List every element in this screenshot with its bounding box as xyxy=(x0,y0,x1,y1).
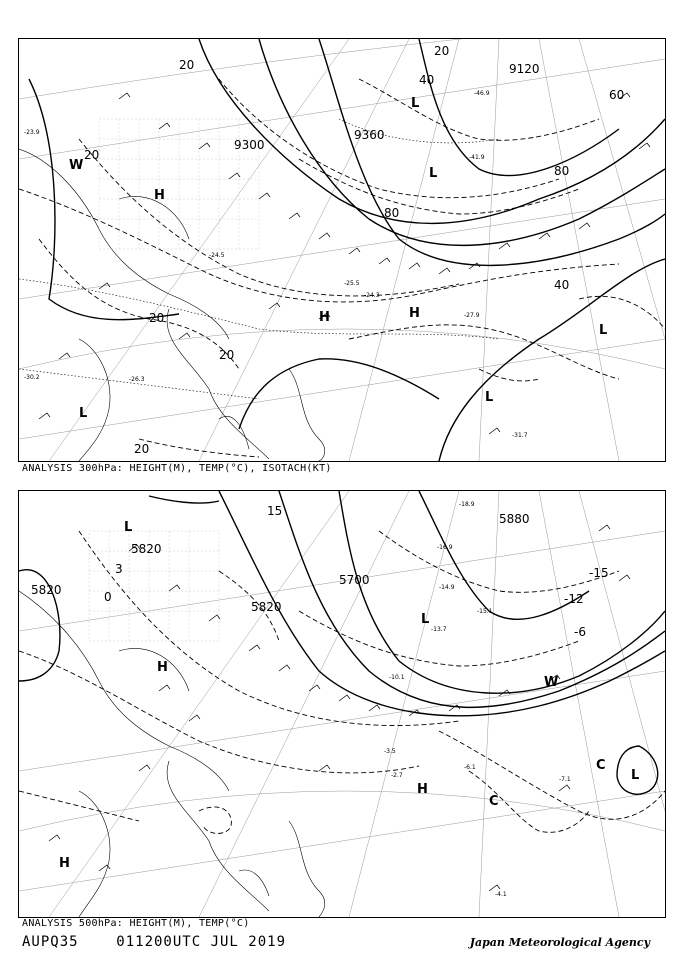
low-pressure-marker: L xyxy=(421,612,430,627)
high-pressure-marker: H xyxy=(319,310,330,325)
height-label: 5880 xyxy=(499,512,530,526)
contour-label: -15 xyxy=(589,566,609,580)
isotach-label: 40 xyxy=(419,73,435,87)
bulletin-code: AUPQ35 011200UTC JUL 2019 xyxy=(22,934,287,950)
isotach-label: 20 xyxy=(84,148,100,162)
height-label: 9300 xyxy=(234,138,265,152)
temp-label: -26.3 xyxy=(129,376,145,383)
height-label: 5700 xyxy=(339,573,370,587)
caption-300hpa: ANALYSIS 300hPa: HEIGHT(M), TEMP(°C), ISOTACH(KT) xyxy=(22,463,332,474)
contour-label: 0 xyxy=(104,590,112,604)
isotach-contours xyxy=(19,79,665,457)
height-label: 9360 xyxy=(354,128,385,142)
low-pressure-marker: L xyxy=(411,96,420,111)
isotach-label: 80 xyxy=(384,206,400,220)
high-pressure-marker: H xyxy=(417,782,428,797)
height-label: 5820 xyxy=(31,583,62,597)
contour-label: -12 xyxy=(564,592,584,606)
temp-label: -16.9 xyxy=(437,544,453,551)
contour-label: 15 xyxy=(267,504,283,518)
contour-label: -6 xyxy=(574,625,586,639)
isotach-label: 20 xyxy=(134,442,150,456)
temp-label: -10.1 xyxy=(389,674,405,681)
cold-marker: C xyxy=(596,758,606,773)
cold-marker: C xyxy=(489,794,499,809)
temp-label: -13.7 xyxy=(431,626,447,633)
isotach-label: 60 xyxy=(609,88,625,102)
temp-label: -3.5 xyxy=(384,748,396,755)
isotach-label: 20 xyxy=(149,311,165,325)
low-pressure-marker: L xyxy=(631,768,640,783)
contour-label: 3 xyxy=(115,562,123,576)
temp-label: -6.1 xyxy=(464,764,476,771)
isotach-label: 20 xyxy=(434,44,450,58)
temp-label: -46.9 xyxy=(474,90,490,97)
graticule-lines xyxy=(19,491,665,917)
height-label: 9120 xyxy=(509,62,540,76)
warm-marker: W xyxy=(544,675,559,690)
temp-label: -31.7 xyxy=(512,432,528,439)
temp-label: -4.1 xyxy=(495,891,507,898)
graticule-lines xyxy=(19,39,665,461)
caption-500hpa: ANALYSIS 500hPa: HEIGHT(M), TEMP(°C) xyxy=(22,918,250,929)
map-500hpa xyxy=(18,490,666,918)
height-contours xyxy=(19,491,665,794)
warm-marker: W xyxy=(69,158,84,173)
agency-name: Japan Meteorological Agency xyxy=(469,936,650,949)
height-label: 5820 xyxy=(131,542,162,556)
low-pressure-marker: L xyxy=(79,406,88,421)
temp-label: -24.3 xyxy=(364,292,380,299)
temp-label: -30.2 xyxy=(24,374,40,381)
low-pressure-marker: L xyxy=(429,166,438,181)
height-contours xyxy=(29,39,665,461)
isotach-label: 40 xyxy=(554,278,570,292)
isotach-label: 20 xyxy=(179,58,195,72)
temp-label: -7.1 xyxy=(559,776,571,783)
high-pressure-marker: H xyxy=(409,306,420,321)
map-300hpa xyxy=(18,38,666,462)
isotach-label: 20 xyxy=(219,348,235,362)
low-pressure-marker: L xyxy=(124,520,133,535)
temp-label: -41.9 xyxy=(469,154,485,161)
temp-label: -25.5 xyxy=(344,280,360,287)
temp-label: -23.9 xyxy=(24,129,40,136)
isotach-label: 80 xyxy=(554,164,570,178)
temp-label: -24.5 xyxy=(209,252,225,259)
height-label: 5820 xyxy=(251,600,282,614)
temp-label: -15.1 xyxy=(477,608,493,615)
low-pressure-marker: L xyxy=(599,323,608,338)
high-pressure-marker: H xyxy=(157,660,168,675)
temp-label: -14.9 xyxy=(439,584,455,591)
temp-label: -18.9 xyxy=(459,501,475,508)
temp-label: -2.7 xyxy=(391,772,403,779)
temp-label: -27.9 xyxy=(464,312,480,319)
low-pressure-marker: L xyxy=(485,390,494,405)
high-pressure-marker: H xyxy=(154,188,165,203)
high-pressure-marker: H xyxy=(59,856,70,871)
